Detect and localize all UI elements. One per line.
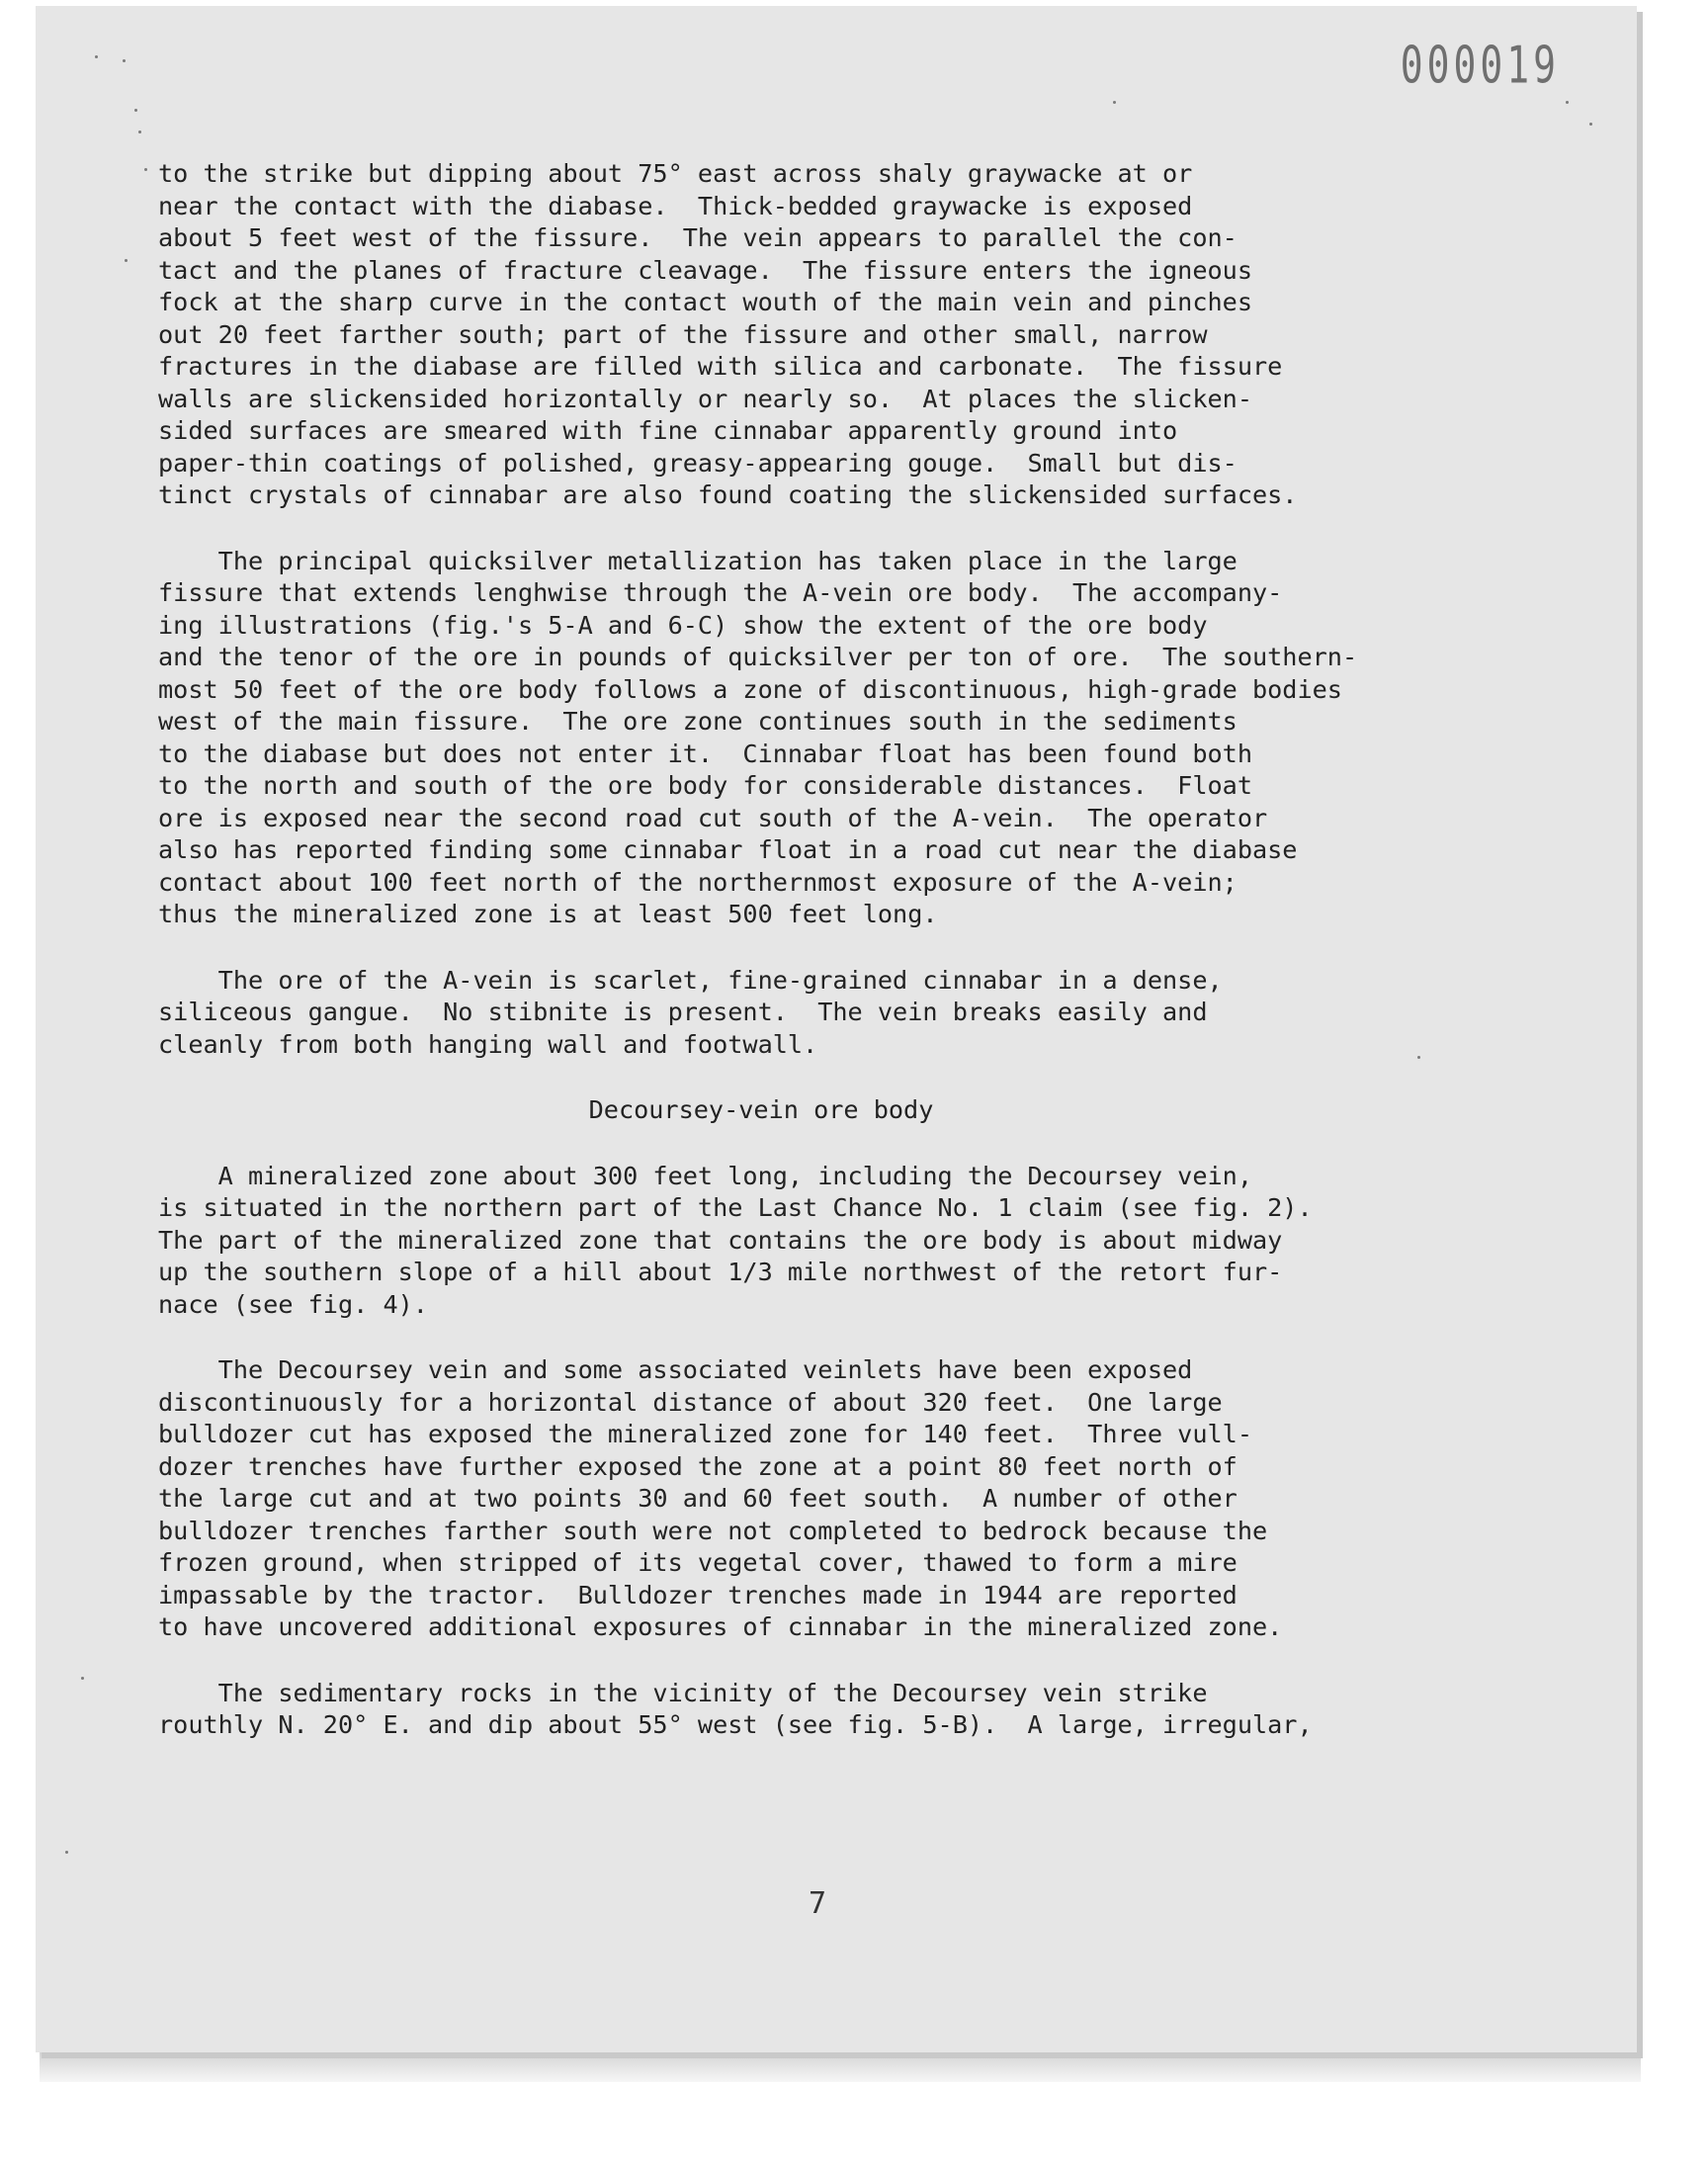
text-line: routhly N. 20° E. and dip about 55° west (see fig. 5-B). A large, irregular, <box>158 1710 1313 1739</box>
paragraph <box>158 1354 1522 1644</box>
text-line: is situated in the northern part of the Last Chance No. 1 claim (see fig. 2). <box>158 1193 1313 1222</box>
text-line: to the strike but dipping about 75° east across shaly graywacke at or <box>158 159 1193 188</box>
text-line: to have uncovered additional exposures of cinnabar in the mineralized zone. <box>158 1612 1283 1641</box>
text-line: A mineralized zone about 300 feet long, including the Decoursey vein, <box>158 1161 1252 1190</box>
text-line: The principal quicksilver metallization has taken place in the large <box>158 546 1238 575</box>
text-line: The part of the mineralized zone that contains the ore body is about midway <box>158 1225 1283 1255</box>
text-line: The sedimentary rocks in the vicinity of the Decoursey vein strike <box>158 1678 1208 1707</box>
page-number: 7 <box>809 1886 827 1921</box>
text-line: ore is exposed near the second road cut south of the A-vein. The operator <box>158 803 1268 832</box>
paragraph <box>158 965 1522 1062</box>
scan-speck <box>144 168 147 171</box>
text-line: to the diabase but does not enter it. Cinnabar float has been found both <box>158 739 1252 768</box>
scan-speck <box>125 259 128 262</box>
text-line: and the tenor of the ore in pounds of quicksilver per ton of ore. The southern- <box>158 643 1358 671</box>
text-line: fock at the sharp curve in the contact wouth of the main vein and pinches <box>158 288 1252 316</box>
paragraph <box>158 1161 1522 1322</box>
lower-paragraphs <box>158 1161 1522 1742</box>
upper-paragraphs <box>158 158 1522 1061</box>
text-line: thus the mineralized zone is at least 500 feet long. <box>158 900 938 928</box>
text-line: The ore of the A-vein is scarlet, fine-grained cinnabar in a dense, <box>158 965 1223 995</box>
text-line: paper-thin coatings of polished, greasy-appearing gouge. Small but dis- <box>158 448 1238 478</box>
scan-speck <box>65 1851 68 1854</box>
text-line: up the southern slope of a hill about 1/3 mile northwest of the retort fur- <box>158 1258 1283 1286</box>
text-line: nace (see fig. 4). <box>158 1289 428 1319</box>
text-line: sided surfaces are smeared with fine cinnabar apparently ground into <box>158 416 1178 445</box>
text-line: bulldozer trenches farther south were not completed to bedrock because the <box>158 1516 1268 1545</box>
text-line: tact and the planes of fracture cleavage. The fissure enters the igneous <box>158 255 1252 285</box>
paragraph <box>158 1678 1522 1742</box>
stamp-number: 000019 <box>1400 36 1560 95</box>
text-line: impassable by the tractor. Bulldozer trenches made in 1944 are reported <box>158 1580 1238 1610</box>
text-line: near the contact with the diabase. Thick-bedded graywacke is exposed <box>158 191 1193 220</box>
scan-speck <box>1589 123 1592 126</box>
text-line: The Decoursey vein and some associated veinlets have been exposed <box>158 1355 1193 1384</box>
scan-speck <box>1566 101 1569 104</box>
scan-speck <box>95 55 98 58</box>
text-line: cleanly from both hanging wall and footwall. <box>158 1029 818 1059</box>
text-line: fissure that extends lenghwise through the A-vein ore body. The accompany- <box>158 578 1283 607</box>
text-line: west of the main fissure. The ore zone continues south in the sediments <box>158 707 1238 736</box>
text-line: to the north and south of the ore body for considerable distances. Float <box>158 771 1252 800</box>
scan-speck <box>81 1677 84 1680</box>
text-line: siliceous gangue. No stibnite is present. The vein breaks easily and <box>158 998 1208 1026</box>
text-line: the large cut and at two points 30 and 60 feet south. A number of other <box>158 1484 1238 1513</box>
text-line: tinct crystals of cinnabar are also found coating the slickensided surfaces. <box>158 480 1298 509</box>
text-line: out 20 feet farther south; part of the fissure and other small, narrow <box>158 319 1208 349</box>
text-line: most 50 feet of the ore body follows a zone of discontinuous, high-grade bodies <box>158 674 1342 704</box>
page-shadow <box>40 2052 1641 2082</box>
scan-speck <box>138 130 141 133</box>
text-line: contact about 100 feet north of the northernmost exposure of the A-vein; <box>158 867 1238 897</box>
text-line: dozer trenches have further exposed the zone at a point 80 feet north of <box>158 1451 1238 1481</box>
scan-speck <box>123 59 126 62</box>
section-heading: Decoursey-vein ore body <box>588 1095 934 1124</box>
text-line: fractures in the diabase are filled with silica and carbonate. The fissure <box>158 352 1283 381</box>
text-line: bulldozer cut has exposed the mineralized zone for 140 feet. Three vull- <box>158 1420 1252 1448</box>
paragraph <box>158 546 1522 931</box>
scan-speck <box>1113 101 1116 104</box>
body-text <box>158 158 1522 1742</box>
text-line: frozen ground, when stripped of its vegetal cover, thawed to form a mire <box>158 1548 1238 1577</box>
text-line: discontinuously for a horizontal distance of about 320 feet. One large <box>158 1387 1223 1417</box>
text-line: ing illustrations (fig.'s 5-A and 6-C) show the extent of the ore body <box>158 610 1208 640</box>
text-line: also has reported finding some cinnabar float in a road cut near the diabase <box>158 835 1298 864</box>
paragraph <box>158 158 1522 512</box>
text-line: walls are slickensided horizontally or nearly so. At places the slicken- <box>158 384 1252 413</box>
scan-speck <box>134 109 137 112</box>
text-line: about 5 feet west of the fissure. The vein appears to parallel the con- <box>158 223 1238 252</box>
